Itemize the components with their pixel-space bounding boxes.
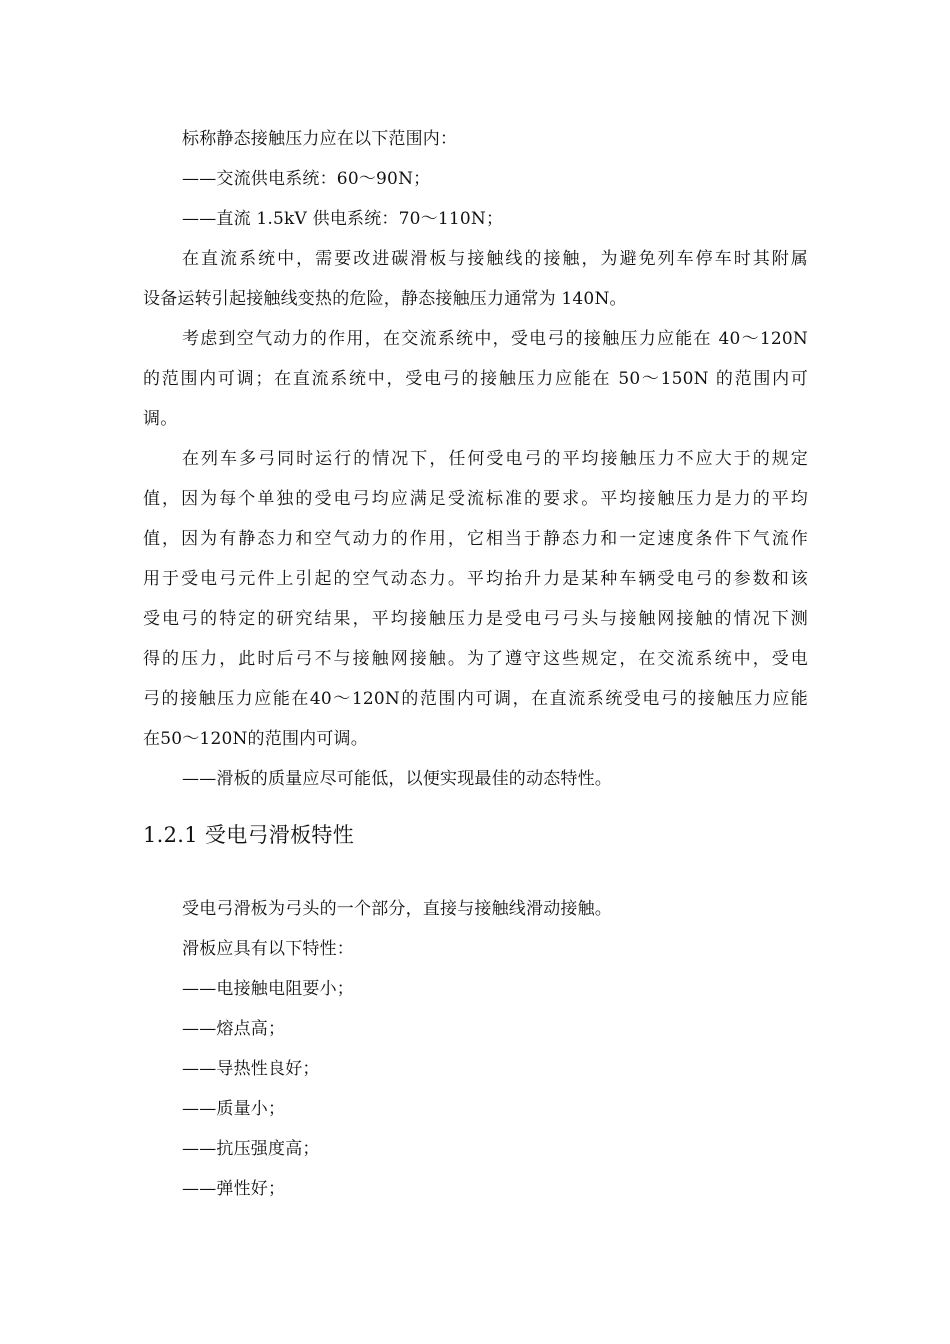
dc-pressure-line: ——直流 1.5kV 供电系统：70～110N； bbox=[182, 209, 504, 229]
paragraph-line: 值，因为每个单独的受电弓均应满足受流标准的要求。平均接触压力是力的平均 bbox=[143, 489, 808, 509]
paragraph-line: 考虑到空气动力的作用，在交流系统中，受电弓的接触压力应能在 40～120N bbox=[182, 329, 808, 349]
paragraph-line: 得的压力，此时后弓不与接触网接触。为了遵守这些规定，在交流系统中，受电 bbox=[143, 649, 808, 669]
section-heading: 1.2.1 受电弓滑板特性 bbox=[143, 823, 355, 847]
paragraph-line: 弓的接触压力应能在40～120N的范围内可调，在直流系统受电弓的接触压力应能 bbox=[143, 689, 808, 709]
paragraph-line: 用于受电弓元件上引起的空气动态力。平均抬升力是某种车辆受电弓的参数和该 bbox=[143, 569, 808, 589]
list-item: ——质量小； bbox=[182, 1099, 286, 1119]
paragraph-line: 在直流系统中，需要改进碳滑板与接触线的接触，为避免列车停车时其附属 bbox=[182, 249, 808, 269]
paragraph-line: 的范围内可调；在直流系统中，受电弓的接触压力应能在 50～150N 的范围内可 bbox=[143, 369, 808, 389]
intro-line: 标称静态接触压力应在以下范围内： bbox=[182, 129, 458, 149]
paragraph-line: 在50～120N的范围内可调。 bbox=[143, 729, 368, 749]
paragraph-line: 调。 bbox=[143, 409, 178, 429]
list-item: ——抗压强度高； bbox=[182, 1139, 320, 1159]
list-item: ——导热性良好； bbox=[182, 1059, 320, 1079]
paragraph-line: 受电弓滑板为弓头的一个部分，直接与接触线滑动接触。 bbox=[182, 899, 612, 919]
paragraph-line: 值，因为有静态力和空气动力的作用，它相当于静态力和一定速度条件下气流作 bbox=[143, 529, 808, 549]
paragraph-line: 在列车多弓同时运行的情况下，任何受电弓的平均接触压力不应大于的规定 bbox=[182, 449, 808, 469]
list-item: ——熔点高； bbox=[182, 1019, 286, 1039]
list-lead: 滑板应具有以下特性： bbox=[182, 939, 354, 959]
paragraph-line: ——滑板的质量应尽可能低，以便实现最佳的动态特性。 bbox=[182, 769, 612, 789]
list-item: ——电接触电阻要小； bbox=[182, 979, 354, 999]
paragraph-line: 设备运转引起接触线变热的危险，静态接触压力通常为 140N。 bbox=[143, 289, 627, 309]
ac-pressure-line: ——交流供电系统：60～90N； bbox=[182, 169, 431, 189]
list-item: ——弹性好； bbox=[182, 1179, 286, 1199]
paragraph-line: 受电弓的特定的研究结果，平均接触压力是受电弓弓头与接触网接触的情况下测 bbox=[143, 609, 808, 629]
